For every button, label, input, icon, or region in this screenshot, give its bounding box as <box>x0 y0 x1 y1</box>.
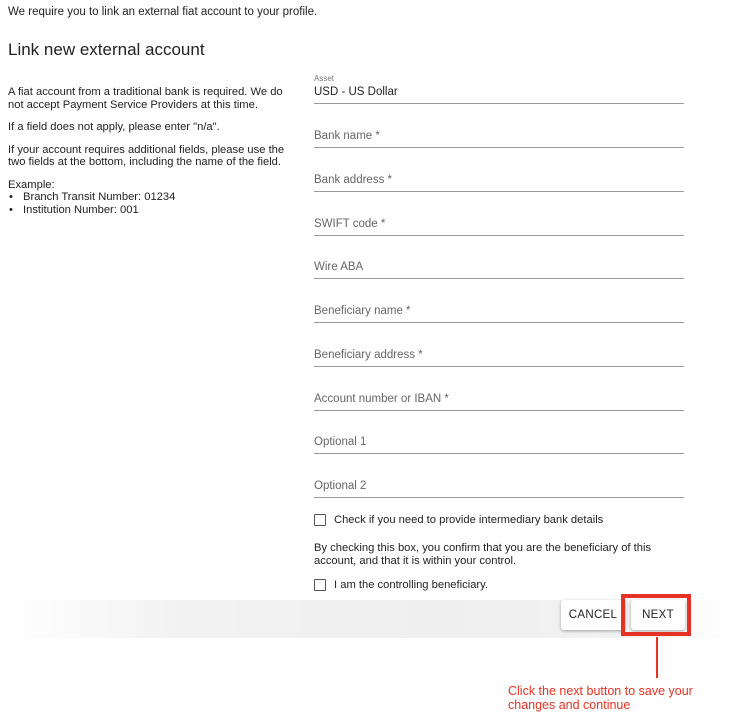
controlling-checkbox-row[interactable] <box>314 579 488 591</box>
example-list <box>8 191 298 216</box>
wire-aba-field[interactable] <box>314 251 684 279</box>
beneficiary-name-placeholder: Beneficiary name * <box>314 305 411 317</box>
callout-line <box>656 637 658 678</box>
beneficiary-address-placeholder: Beneficiary address * <box>314 349 423 361</box>
optional-1-field[interactable] <box>314 426 684 454</box>
beneficiary-name-field[interactable] <box>314 295 684 323</box>
next-button-highlight <box>621 594 691 636</box>
optional-2-placeholder: Optional 2 <box>314 480 367 492</box>
swift-code-placeholder: SWIFT code * <box>314 218 386 230</box>
beneficiary-address-field[interactable] <box>314 339 684 367</box>
bank-address-field[interactable] <box>314 164 684 192</box>
asset-value: USD - US Dollar <box>314 86 398 98</box>
account-number-field[interactable] <box>314 383 684 411</box>
cancel-button[interactable]: CANCEL <box>561 600 625 630</box>
controlling-checkbox[interactable] <box>314 579 326 591</box>
page-title: Link new external account <box>8 40 205 59</box>
example-label: Example: <box>8 178 55 191</box>
callout-text: Click the next button to save your changes and continue <box>508 684 693 712</box>
asset-select[interactable] <box>314 74 684 104</box>
swift-code-field[interactable] <box>314 208 684 236</box>
intermediary-checkbox-row[interactable] <box>314 514 603 526</box>
controlling-checkbox-label: I am the controlling beneficiary. <box>334 579 489 591</box>
info-paragraph-1: A fiat account from a traditional bank is required. We do not accept Payment Service Providers at this time. <box>8 86 283 111</box>
bank-name-placeholder: Bank name * <box>314 130 380 142</box>
top-notice: We require you to link an external fiat account to your profile. <box>8 6 318 18</box>
bank-address-placeholder: Bank address * <box>314 174 392 186</box>
info-paragraph-3: If your account requires additional fields, please use the two fields at the bottom, including the name of the field. <box>8 143 285 168</box>
intermediary-checkbox[interactable] <box>314 514 326 526</box>
optional-1-placeholder: Optional 1 <box>314 436 367 448</box>
bank-name-field[interactable] <box>314 120 684 148</box>
confirm-text: By checking this box, you confirm that you are the beneficiary of this account, and that it is within your control. <box>314 542 652 567</box>
intermediary-checkbox-label: Check if you need to provide intermediary bank details <box>334 514 604 526</box>
example-item: • Institution Number: 001 <box>8 204 298 217</box>
info-paragraph-2: If a field does not apply, please enter "n/a". <box>8 121 220 133</box>
asset-label: Asset <box>314 74 335 83</box>
example-item: • Branch Transit Number: 01234 <box>8 191 298 204</box>
next-button[interactable]: NEXT <box>631 600 685 630</box>
account-number-placeholder: Account number or IBAN * <box>314 393 449 405</box>
info-panel <box>8 86 298 216</box>
wire-aba-placeholder: Wire ABA <box>314 261 364 273</box>
optional-2-field[interactable] <box>314 470 684 498</box>
